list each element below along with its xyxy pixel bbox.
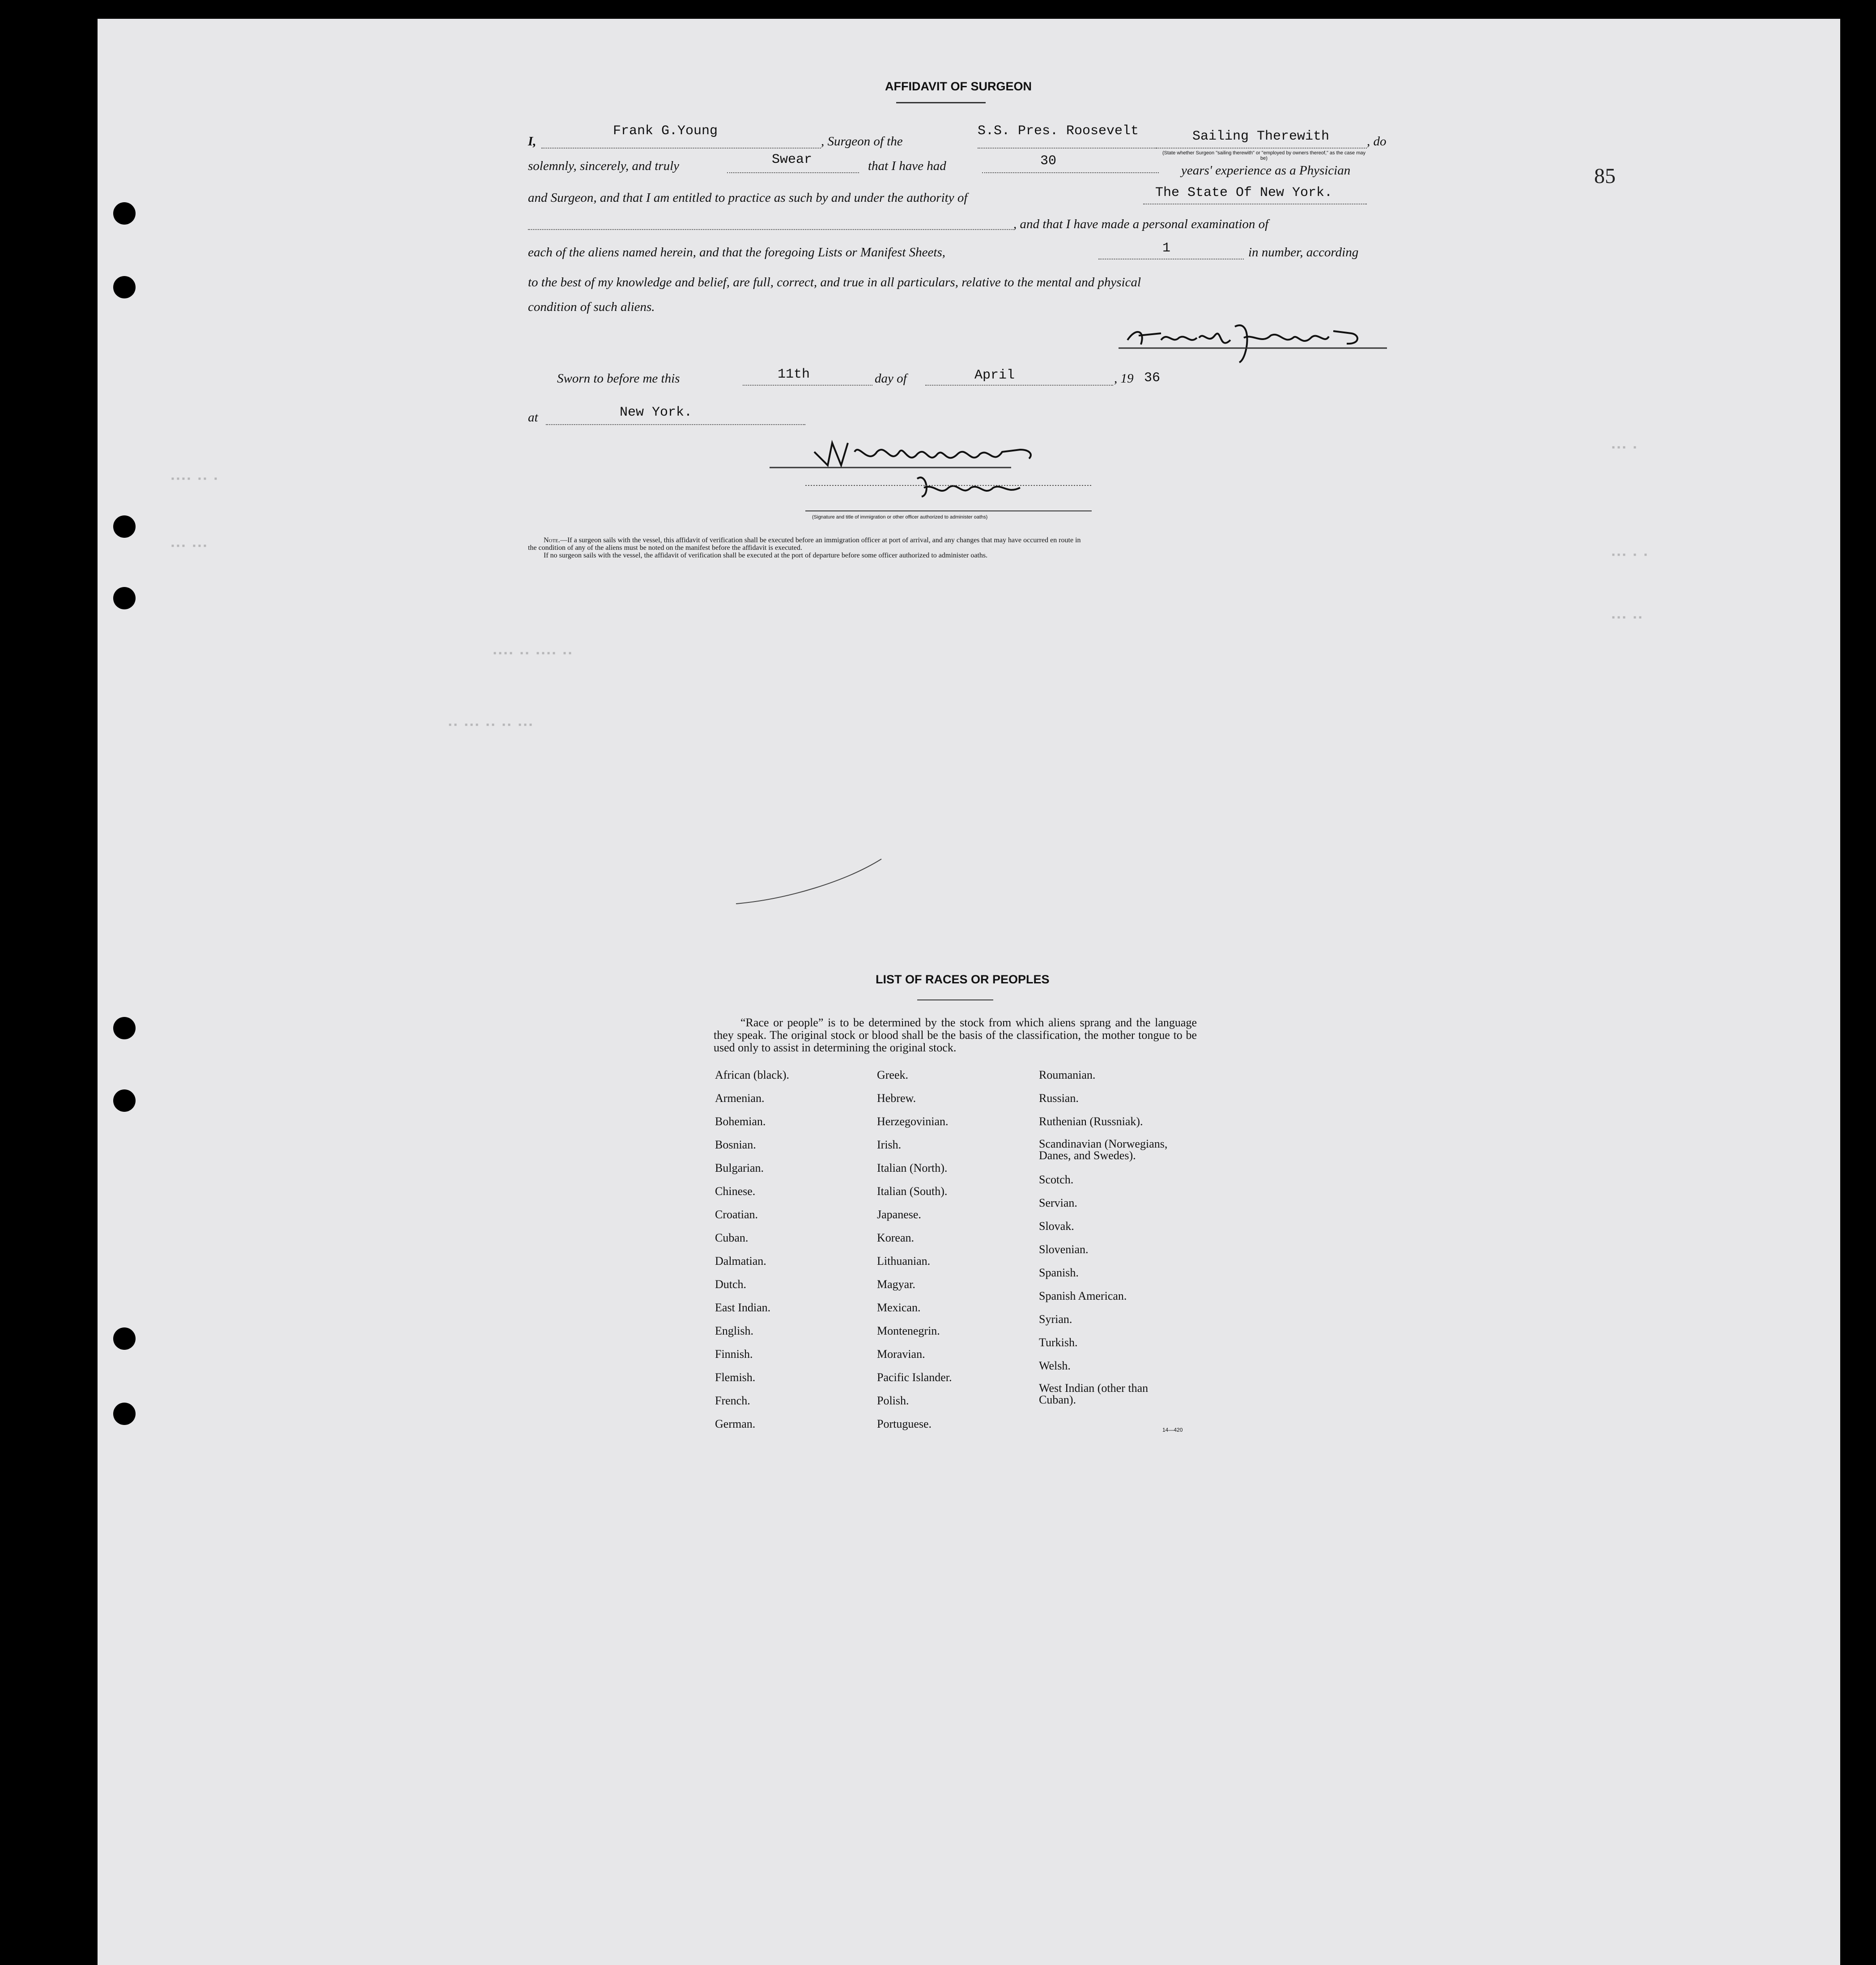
- races-column-3: [1039, 1068, 1167, 1417]
- sheets-field: 1: [1162, 241, 1171, 256]
- bleed-through-marks: ▪▪▪ ▪▪: [1611, 613, 1643, 623]
- race-item: Slovenian.: [1039, 1243, 1089, 1256]
- form-code: 14—420: [1162, 1427, 1183, 1433]
- title-rule: [896, 102, 986, 103]
- surgeon-signature: [1119, 313, 1387, 367]
- race-item: Turkish.: [1039, 1336, 1078, 1349]
- month-line: [925, 385, 1113, 386]
- race-item: Dalmatian.: [715, 1255, 766, 1267]
- race-item: Montenegrin.: [877, 1324, 940, 1337]
- race-item: Slovak.: [1039, 1220, 1074, 1233]
- bleed-through-marks: ▪▪▪ ▪ ▪: [1611, 550, 1649, 561]
- page-number: 85: [1594, 164, 1616, 188]
- race-item: Moravian.: [877, 1348, 925, 1361]
- years-line: [982, 172, 1159, 173]
- race-item: Croatian.: [715, 1208, 758, 1221]
- status-field: Sailing Therewith: [1192, 129, 1330, 144]
- month-field: April: [974, 368, 1015, 383]
- years-field: 30: [1040, 153, 1057, 169]
- punch-hole: [113, 1017, 136, 1039]
- race-item: Hebrew.: [877, 1092, 916, 1105]
- affidavit-note-line-2: the condition of any of the aliens must be noted on the manifest before the affidavit is executed.: [528, 544, 802, 552]
- race-item: Armenian.: [715, 1092, 765, 1105]
- affidavit-text-had: that I have had: [868, 159, 946, 173]
- affidavit-text-sworn: Sworn to before me this: [557, 371, 680, 386]
- affidavit-text-and-surgeon: and Surgeon, and that I am entitled to practice as such by and under the authority of: [528, 191, 968, 205]
- race-item: West Indian (other than Cuban).: [1039, 1382, 1149, 1406]
- race-item: Syrian.: [1039, 1313, 1072, 1326]
- affidavit-text-i: I,: [528, 134, 536, 149]
- race-item: Welsh.: [1039, 1359, 1071, 1372]
- bleed-through-marks: ▪▪▪▪ ▪▪ ▪: [170, 474, 219, 485]
- status-instruction: (State whether Surgeon "sailing therewith" or "employed by owners thereof," as the case may be): [1162, 150, 1366, 161]
- race-item: Russian.: [1039, 1092, 1079, 1105]
- oath-field: Swear: [772, 152, 813, 167]
- bleed-through-marks: ▪▪▪▪ ▪▪ ▪▪▪▪ ▪▪: [492, 649, 573, 659]
- race-item: Korean.: [877, 1231, 915, 1244]
- authority-line-2: [528, 229, 1013, 230]
- bleed-through-marks: ▪▪ ▪▪▪ ▪▪ ▪▪ ▪▪▪: [447, 720, 534, 731]
- race-item: Scandinavian (Norwegians, Danes, and Swedes).: [1039, 1137, 1168, 1162]
- affidavit-text-year-prefix: , 19: [1114, 371, 1134, 386]
- stray-pencil-mark: [734, 855, 886, 908]
- race-item: Mexican.: [877, 1301, 921, 1314]
- race-item: Irish.: [877, 1138, 902, 1151]
- race-item: Lithuanian.: [877, 1255, 931, 1267]
- race-item: French.: [715, 1394, 750, 1407]
- affidavit-note: [544, 537, 1081, 544]
- race-item: Italian (North).: [877, 1161, 948, 1174]
- affidavit-text-at: at: [528, 410, 538, 425]
- race-item: Bulgarian.: [715, 1161, 764, 1174]
- note-label: Note.: [544, 536, 560, 544]
- race-item: Greek.: [877, 1068, 909, 1081]
- affidavit-text-solemnly: solemnly, sincerely, and truly: [528, 159, 680, 173]
- bleed-through-marks: ▪▪▪ ▪: [1611, 443, 1638, 453]
- race-item: Pacific Islander.: [877, 1371, 952, 1384]
- race-item: Chinese.: [715, 1185, 756, 1198]
- race-item: Flemish.: [715, 1371, 756, 1384]
- race-item: Servian.: [1039, 1196, 1077, 1209]
- race-item: Roumanian.: [1039, 1068, 1096, 1081]
- race-item: Finnish.: [715, 1348, 753, 1361]
- ship-line: [978, 148, 1157, 149]
- races-intro: “Race or people” is to be determined by the stock from which aliens sprang and the language they speak. The original stock or blood shall be the basis of the classification, the mother tongue to be used only to assist in determining the original stock.: [714, 1016, 1197, 1054]
- punch-hole: [113, 1403, 136, 1425]
- race-item: Magyar.: [877, 1278, 915, 1291]
- race-item: Scotch.: [1039, 1173, 1074, 1186]
- affidavit-note-line-3: If no surgeon sails with the vessel, the affidavit of verification shall be executed at the port of departure before some officer authorized to administer oaths.: [544, 552, 988, 559]
- race-item: Italian (South).: [877, 1185, 948, 1198]
- race-item: Spanish.: [1039, 1266, 1079, 1279]
- place-field: New York.: [620, 405, 693, 420]
- affidavit-title: AFFIDAVIT OF SURGEON: [885, 80, 1032, 93]
- punch-hole: [113, 587, 136, 609]
- punch-hole: [113, 276, 136, 298]
- authority-field: The State Of New York.: [1155, 185, 1333, 200]
- race-item: Spanish American.: [1039, 1289, 1127, 1302]
- race-item: German.: [715, 1417, 756, 1430]
- affidavit-text-day-of: day of: [875, 371, 907, 386]
- punch-hole: [113, 515, 136, 538]
- day-line: [743, 385, 872, 386]
- race-item: Herzegovinian.: [877, 1115, 949, 1128]
- affidavit-text-condition: condition of such aliens.: [528, 300, 655, 314]
- race-item: Cuban.: [715, 1231, 749, 1244]
- race-item: Bosnian.: [715, 1138, 756, 1151]
- race-item: English.: [715, 1324, 753, 1337]
- race-item: Japanese.: [877, 1208, 921, 1221]
- ship-field: S.S. Pres. Roosevelt: [978, 123, 1139, 139]
- punch-hole: [113, 1089, 136, 1112]
- day-field: 11th: [778, 367, 810, 382]
- race-item: Ruthenian (Russniak).: [1039, 1115, 1143, 1128]
- status-line: [1157, 148, 1367, 149]
- place-line: [546, 424, 805, 425]
- affidavit-text-surgeon-of: , Surgeon of the: [821, 134, 903, 149]
- document-sheet: [98, 19, 1840, 1965]
- race-item: East Indian.: [715, 1301, 771, 1314]
- note-line-1: —If a surgeon sails with the vessel, this affidavit of verification shall be executed before an immigration officer at port of arrival, and any changes that may have occurred en route in: [560, 536, 1081, 544]
- race-item: Dutch.: [715, 1278, 747, 1291]
- affidavit-text-years: years' experience as a Physician: [1181, 163, 1351, 178]
- affidavit-text-personal-exam: , and that I have made a personal examination of: [1013, 217, 1269, 231]
- affidavit-text-in-number: in number, according: [1248, 245, 1359, 259]
- race-item: Bohemian.: [715, 1115, 766, 1128]
- surgeon-name-field: Frank G.Young: [613, 123, 718, 139]
- races-column-2: [877, 1068, 952, 1441]
- races-title: LIST OF RACES OR PEOPLES: [876, 973, 1050, 986]
- year-field: 36: [1144, 370, 1161, 386]
- surgeon-name-line: [541, 148, 821, 149]
- bleed-through-marks: ▪▪▪ ▪▪▪: [170, 541, 208, 552]
- punch-hole: [113, 202, 136, 225]
- officer-signature-caption: (Signature and title of immigration or other officer authorized to administer oaths): [812, 515, 988, 520]
- affidavit-text-do: , do: [1367, 134, 1387, 149]
- races-column-1: [715, 1068, 789, 1441]
- race-item: African (black).: [715, 1068, 790, 1081]
- punch-hole: [113, 1327, 136, 1350]
- affidavit-text-each-alien: each of the aliens named herein, and that the foregoing Lists or Manifest Sheets,: [528, 245, 945, 259]
- affidavit-text-best-knowledge: to the best of my knowledge and belief, are full, correct, and true in all particulars, relative to the mental and physical: [528, 275, 1141, 289]
- officer-signature: [770, 430, 1105, 519]
- race-item: Portuguese.: [877, 1417, 932, 1430]
- oath-line: [727, 172, 859, 173]
- race-item: Polish.: [877, 1394, 909, 1407]
